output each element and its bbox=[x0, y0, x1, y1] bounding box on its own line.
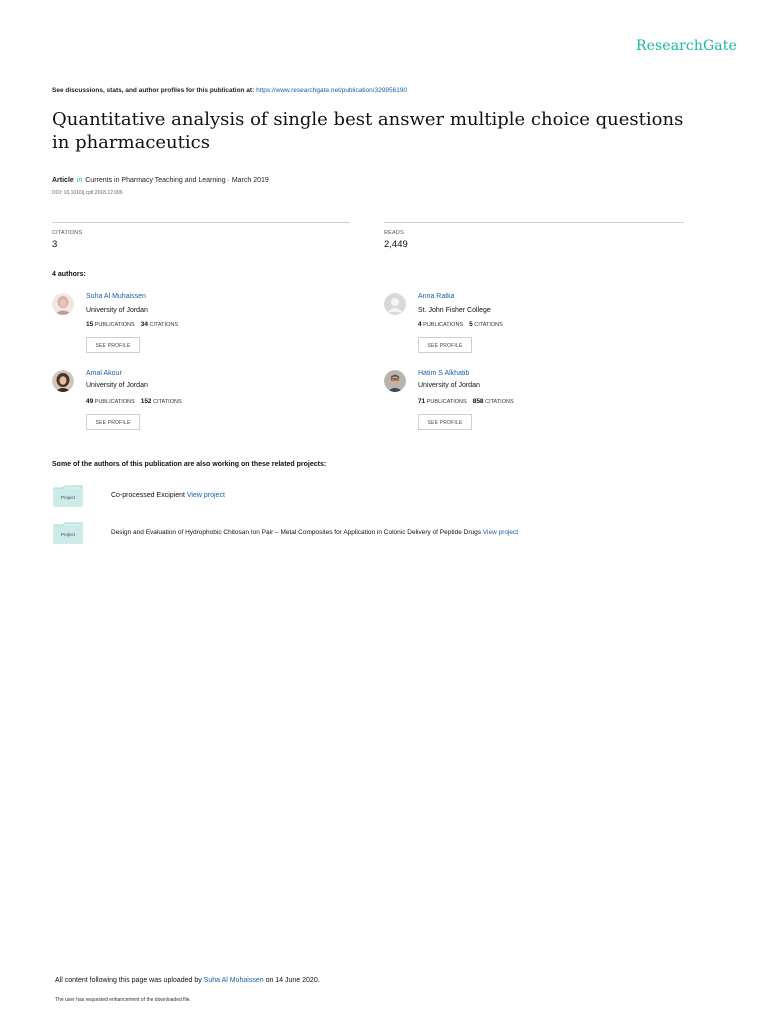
author-counts bbox=[86, 321, 178, 328]
author-counts bbox=[418, 321, 503, 328]
publication-url-link[interactable]: https://www.researchgate.net/publication/329956190 bbox=[256, 87, 408, 94]
discussion-text: See discussions, stats, and author profiles for this publication at: bbox=[52, 87, 255, 94]
citations-count: 5 bbox=[469, 321, 473, 328]
publications-label: PUBLICATIONS bbox=[94, 399, 135, 405]
author-card bbox=[52, 370, 74, 392]
projects-heading: Some of the authors of this publication are also working on these related projects: bbox=[52, 461, 327, 468]
author-card bbox=[52, 293, 74, 315]
citations-count-label: CITATIONS bbox=[485, 399, 514, 405]
author-avatar[interactable] bbox=[384, 370, 406, 392]
view-project-link[interactable]: View project bbox=[482, 529, 519, 536]
see-profile-button[interactable]: SEE PROFILE bbox=[418, 337, 472, 353]
project-item bbox=[111, 529, 518, 536]
author-institution: St. John Fisher College bbox=[418, 307, 491, 314]
publications-count: 4 bbox=[418, 321, 422, 328]
author-card bbox=[384, 370, 406, 392]
author-counts bbox=[86, 398, 182, 405]
see-profile-button[interactable]: SEE PROFILE bbox=[86, 414, 140, 430]
publication-meta bbox=[52, 177, 269, 184]
authors-heading: 4 authors: bbox=[52, 271, 86, 278]
project-title: Design and Evaluation of Hydrophobic Chitosan Ion Pair – Metal Composites for Application in Colonic Delivery of Peptide Drugs bbox=[111, 529, 481, 536]
journal-name: Currents in Pharmacy Teaching and Learning · March 2019 bbox=[85, 177, 269, 184]
reads-value: 2,449 bbox=[384, 239, 408, 250]
publication-type: Article bbox=[52, 177, 74, 184]
discussion-line bbox=[52, 87, 407, 94]
publications-count: 71 bbox=[418, 398, 426, 405]
author-institution: University of Jordan bbox=[418, 382, 480, 389]
author-counts bbox=[418, 398, 514, 405]
upload-note bbox=[55, 977, 320, 984]
doi: DOI: 10.1016/j.cptl.2018.12.006 bbox=[52, 190, 123, 196]
view-project-link[interactable]: View project bbox=[186, 492, 225, 499]
default-avatar-icon[interactable] bbox=[384, 293, 406, 315]
publications-label: PUBLICATIONS bbox=[426, 399, 467, 405]
citations-label: CITATIONS bbox=[52, 230, 83, 236]
divider-left bbox=[52, 222, 350, 223]
citations-count: 34 bbox=[140, 321, 148, 328]
project-icon-label: Project bbox=[60, 532, 75, 537]
enhancement-note: The user has requested enhancement of the downloaded file. bbox=[55, 997, 191, 1003]
author-name-link[interactable]: Anna Ratka bbox=[418, 293, 455, 300]
author-name-link[interactable]: Suha Al Muhaissen bbox=[86, 293, 146, 300]
upload-prefix: All content following this page was uploaded by bbox=[55, 977, 202, 984]
publications-label: PUBLICATIONS bbox=[94, 322, 135, 328]
publications-count: 15 bbox=[86, 321, 94, 328]
author-name-link[interactable]: Hatim S Alkhatib bbox=[418, 370, 470, 377]
uploader-link[interactable]: Suha Al Muhaissen bbox=[203, 977, 264, 984]
publications-count: 49 bbox=[86, 398, 94, 405]
reads-label: READS bbox=[384, 230, 404, 236]
see-profile-button[interactable]: SEE PROFILE bbox=[86, 337, 140, 353]
author-card bbox=[384, 293, 406, 315]
author-avatar[interactable] bbox=[52, 293, 74, 315]
author-institution: University of Jordan bbox=[86, 382, 148, 389]
citations-value: 3 bbox=[52, 239, 58, 250]
author-avatar[interactable] bbox=[52, 370, 74, 392]
project-icon-label: Project bbox=[60, 495, 75, 500]
publications-label: PUBLICATIONS bbox=[423, 322, 464, 328]
citations-count: 152 bbox=[140, 398, 152, 405]
project-item bbox=[111, 492, 225, 499]
in-word: in bbox=[76, 177, 83, 184]
citations-count: 858 bbox=[472, 398, 484, 405]
project-title: Co-processed Excipient bbox=[111, 492, 185, 499]
citations-count-label: CITATIONS bbox=[149, 322, 178, 328]
divider-right bbox=[384, 222, 684, 223]
upload-suffix: on 14 June 2020. bbox=[265, 977, 320, 984]
see-profile-button[interactable]: SEE PROFILE bbox=[418, 414, 472, 430]
author-name-link[interactable]: Amal Akour bbox=[86, 370, 122, 377]
citations-count-label: CITATIONS bbox=[474, 322, 503, 328]
citations-count-label: CITATIONS bbox=[153, 399, 182, 405]
researchgate-logo[interactable]: ResearchGate bbox=[636, 38, 737, 54]
publication-title: Quantitative analysis of single best answer multiple choice questions in pharmaceutics bbox=[52, 109, 684, 153]
author-institution: University of Jordan bbox=[86, 307, 148, 314]
